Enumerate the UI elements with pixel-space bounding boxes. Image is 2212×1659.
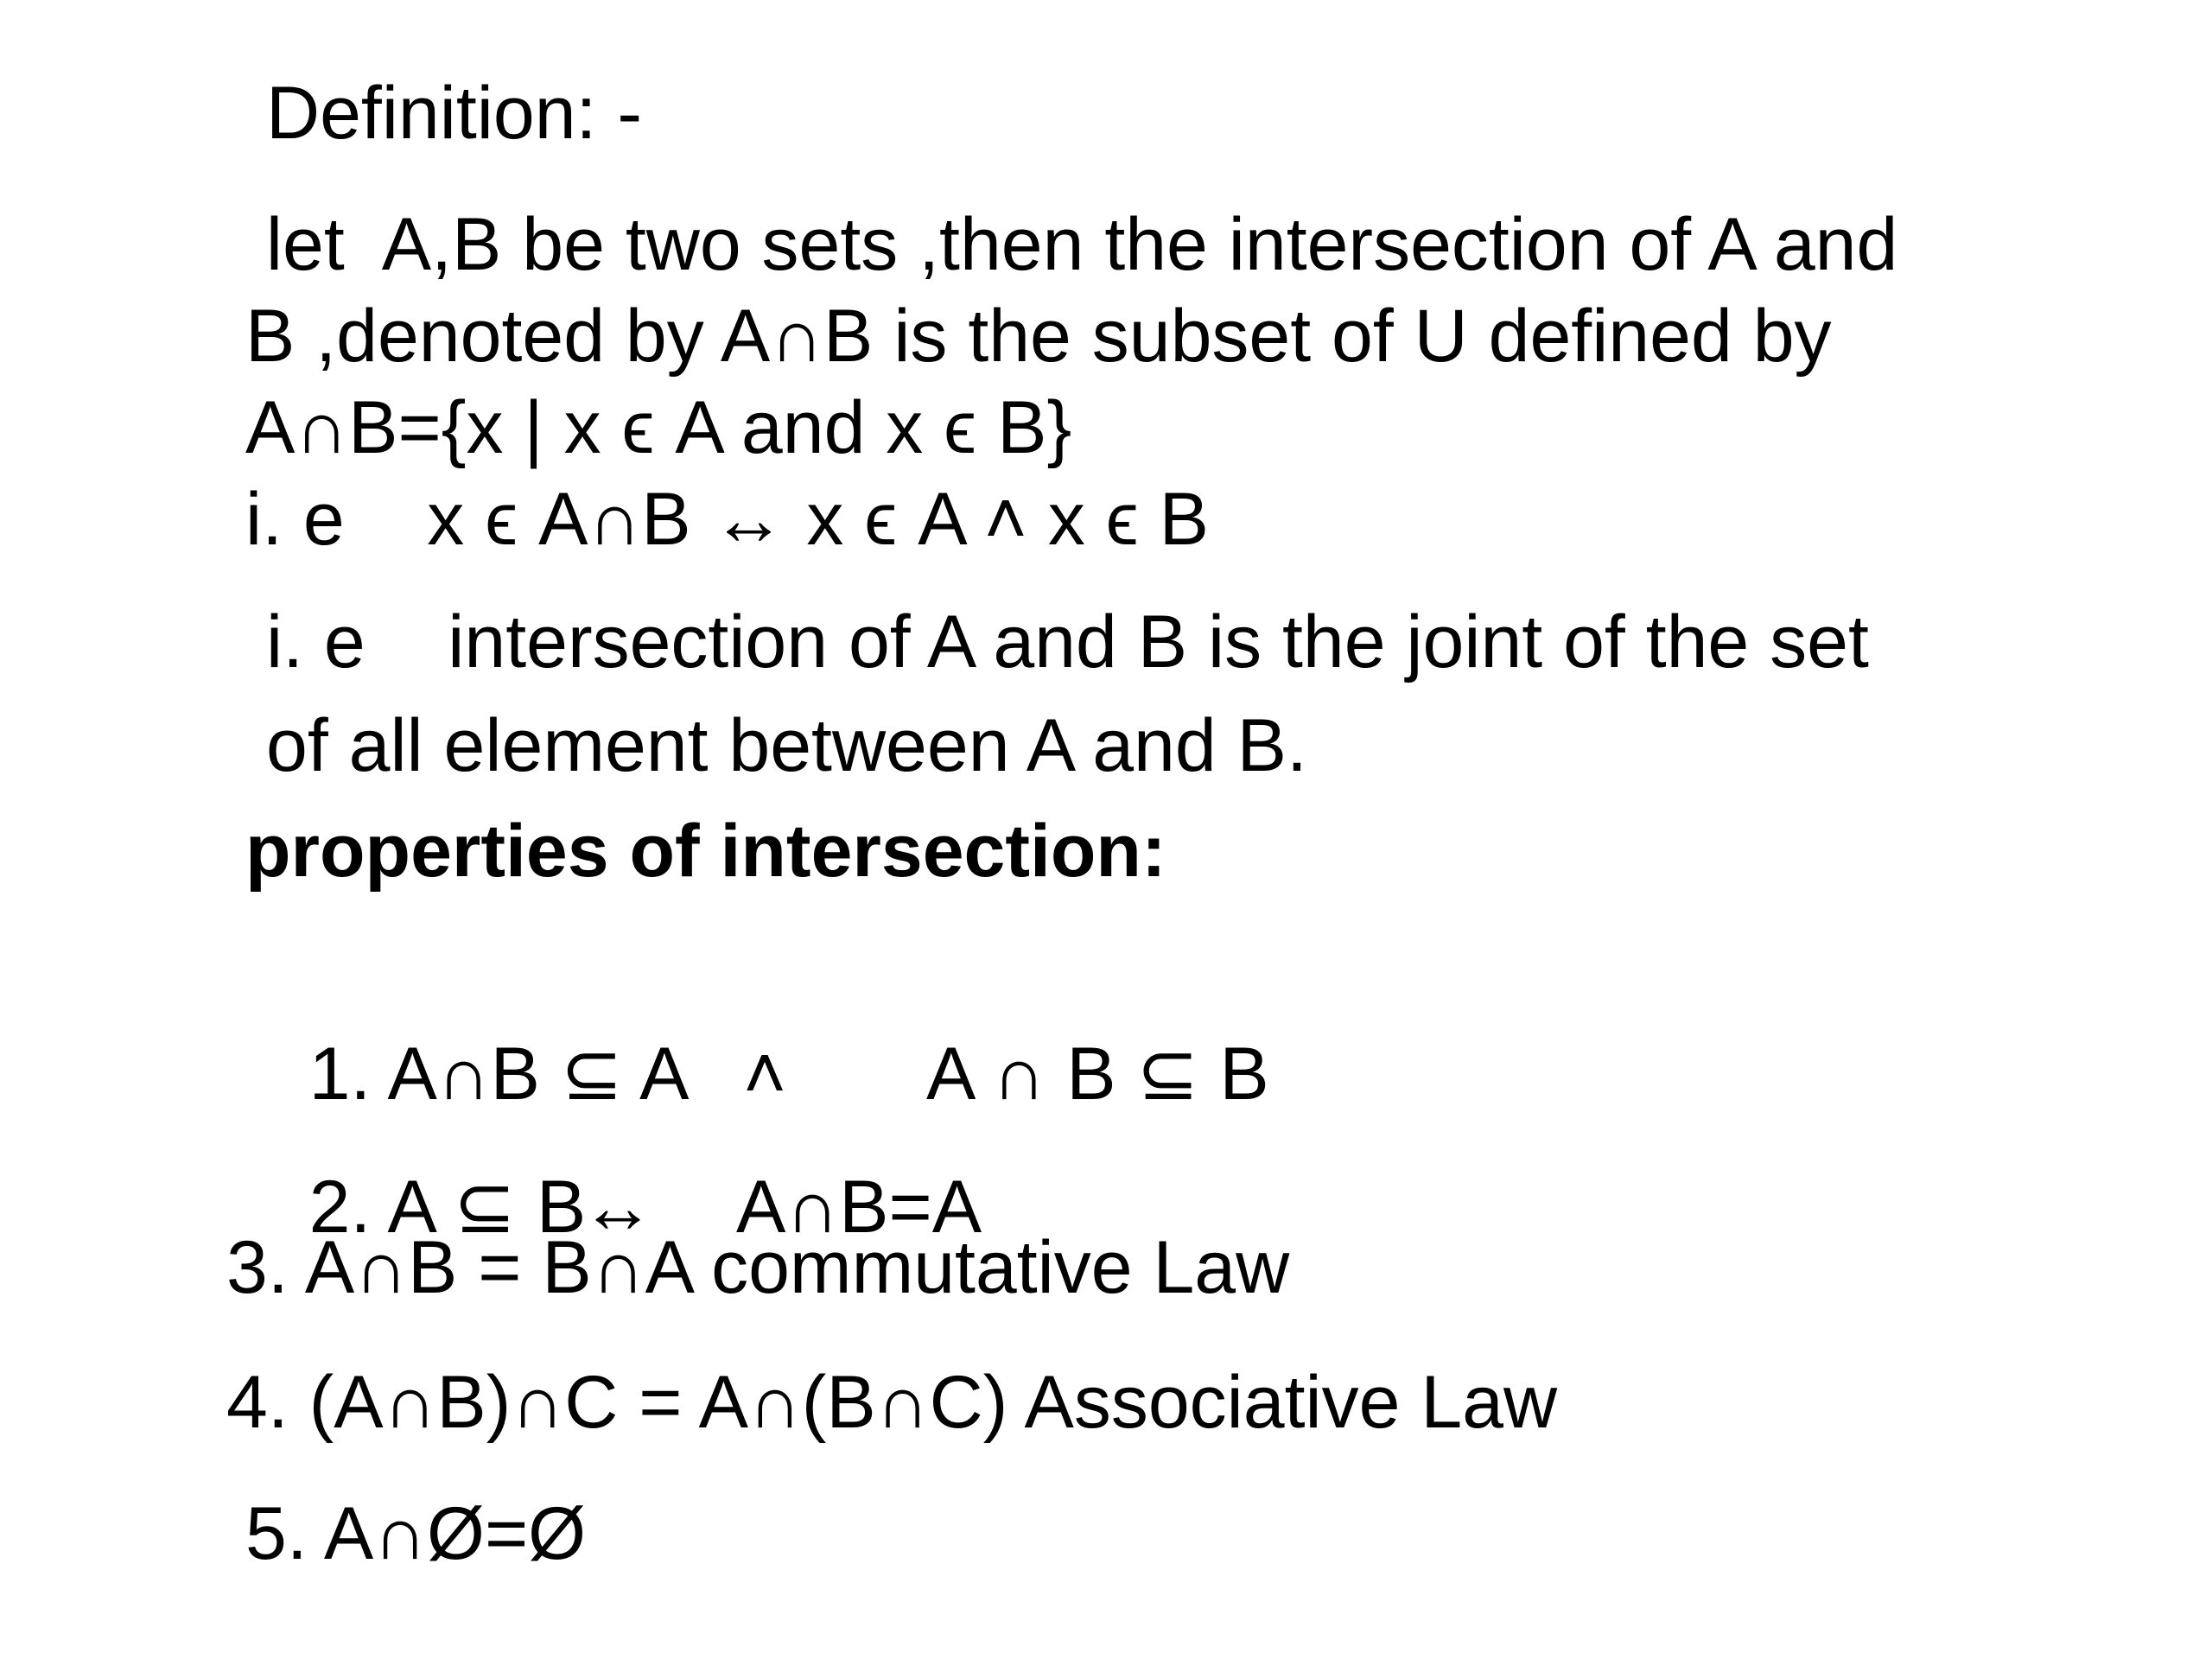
explanation-line-1: i. e intersection of A and B is the joint of the set	[266, 601, 1869, 683]
property-3: 3. A∩B = B∩A commutative Law	[226, 1226, 1290, 1309]
property-1-operator: ˄	[743, 1033, 787, 1116]
explanation-line-2: of all element between A and B.	[266, 704, 1307, 787]
definition-heading: Definition: -	[266, 72, 642, 155]
property-1-left: 1. A∩B ⊆ A	[308, 1033, 690, 1116]
property-1-right: A ∩ B ⊆ B	[926, 1033, 1269, 1116]
property-2-right: A∩B=A	[736, 1166, 982, 1249]
property-4: 4. (A∩B)∩C = A∩(B∩C) Associative Law	[226, 1361, 1558, 1444]
definition-line-2: B ,denoted by A∩B is the subset of U defined by	[245, 295, 1832, 378]
property-2-operator: ↔	[581, 1166, 655, 1249]
definition-line-3: A∩B={x | x ϵ A and x ϵ B}	[245, 386, 1072, 469]
properties-title: properties of intersection:	[245, 810, 1166, 893]
definition-line-4: i. e x ϵ A∩B ↔ x ϵ A ˄ x ϵ B	[245, 478, 1209, 561]
property-5: 5. A∩Ø=Ø	[245, 1492, 587, 1575]
definition-line-1: let A,B be two sets ,then the intersection of A and	[245, 203, 1898, 286]
property-2-left: 2. A ⊆ B	[308, 1166, 587, 1249]
